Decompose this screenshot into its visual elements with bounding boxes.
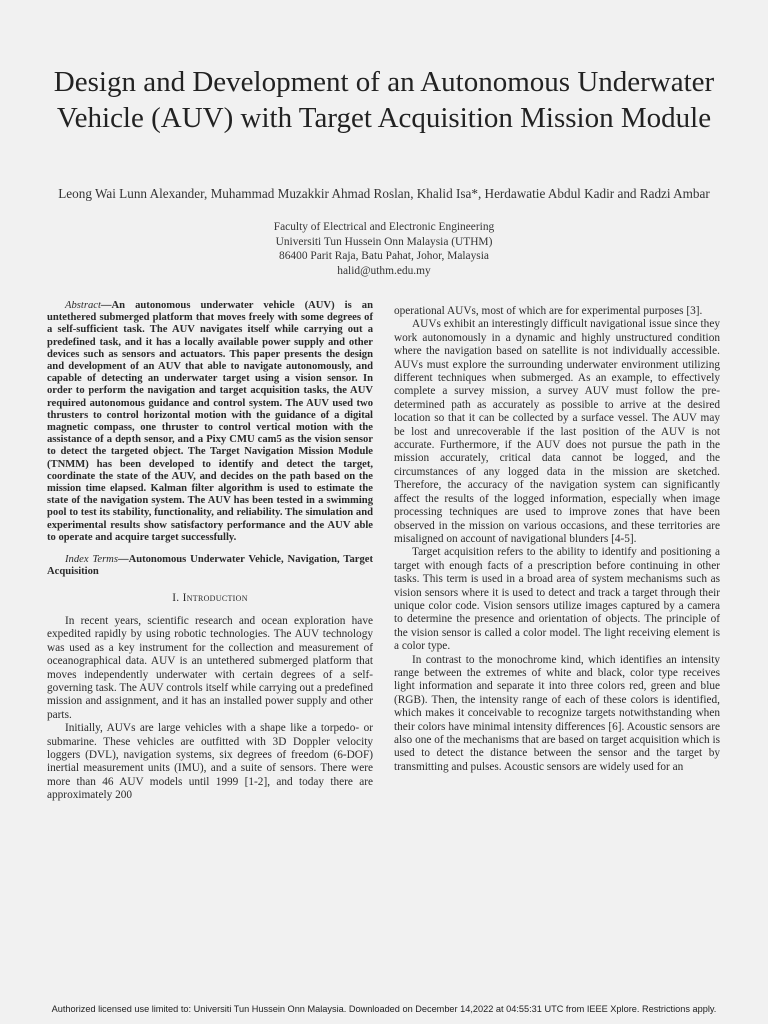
paragraph: In contrast to the monochrome kind, which identifies an intensity range between the extremes of white and black, color type receives light information and separate it into three colors red, green and blue (RGB). Then, the intensity range of each of these colors is identified, which makes it conceivable to recognize targets notwithstanding when their colors have minimal intensity differences [6]. Acoustic sensors are also one of the mechanisms that are based on target acquisition which is used to detect the distance between the sensor and the target by transmitting and pulses. Acoustic sensors are widely used for an — [394, 653, 720, 773]
paper-title: Design and Development of an Autonomous Underwater Vehicle (AUV) with Target Acquisition Mission Module — [53, 66, 715, 134]
index-terms-text: —Autonomous Underwater Vehicle, Navigation, Target Acquisition — [47, 554, 373, 578]
section-number: I. — [172, 592, 183, 605]
paragraph: AUVs exhibit an interestingly difficult navigational issue since they work autonomously in a dynamic and highly unstructured condition where the navigation based on satellite is not individually accessible. AUVs must explore the surrounding underwater environment utilizing different techniques when submerged. As an example, to effectively complete a survey mission, a survey AUV must follow the pre-determined path as accurately as possible to arrive at the desired location so that it can be collected by a surface vessel. The AUV may be lost and unrecoverable if the last position of the AUV is not accurate. Furthermore, if the AUV does not pursue the path in the mission accurately, critical data cannot be logged, and the circumstances of any logged data in the mission are sketched. Therefore, the accuracy of the navigation system can significantly affect the results of the logged information, especially when image processing techniques are used to improve zones that have been observed in the mission on various occasions, and these territories are misaligned on account of navigational blunders [4-5]. — [394, 318, 720, 545]
abstract — [47, 300, 373, 544]
right-column — [394, 305, 720, 774]
affiliation-email: halid@uthm.edu.my — [337, 264, 431, 277]
affiliation-address: 86400 Parit Raja, Batu Pahat, Johor, Malaysia — [279, 250, 489, 262]
affiliation-block — [100, 220, 668, 278]
index-terms — [47, 554, 373, 578]
affiliation-university: Universiti Tun Hussein Onn Malaysia (UTHM) — [275, 235, 493, 248]
author-list: Leong Wai Lunn Alexander, Muhammad Muzakkir Ahmad Roslan, Khalid Isa*, Herdawatie Abdul Kadir and Radzi Ambar — [58, 186, 710, 201]
index-terms-label: Index Terms — [65, 554, 118, 566]
paragraph: In recent years, scientific research and ocean exploration have expedited rapidly by using robotic technologies. The AUV technology was used as a key instrument for the collection and measurement of oceanographical data. AUV is an untethered submerged platform that moves independently underwater with certain degrees of a self-governing task. The AUV controls itself while carrying out a predefined mission and assignment, and it has an installed power supply and other parts. — [47, 614, 373, 721]
abstract-text: —An autonomous underwater vehicle (AUV) is an untethered submerged platform that moves freely with some degrees of a self-sufficient task. The AUV navigates itself while carrying out a predefined task, and it has a locally available power supply and other devices such as sensors and actuators. This paper presents the design and development of an AUV that able to navigate autonomously, and capable of detecting an underwater target using a vision sensor. In order to perform the navigation and target acquisition tasks, the AUV required autonomous guidance and control system. The AUV used two thrusters to control horizontal motion with the guidance of a digital magnetic compass, one thruster to control vertical motion with the assistance of a depth sensor, and a Pixy CMU cam5 as the vision sensor to detect the targeted object. The Target Navigation Mission Module (TNMM) has been developed to identify and detect the target, coordinate the state of the AUV, and decides on the path based on the mission time elapsed. Kalman filter algorithm is used to estimate the state of the navigation system. The AUV has been tested in a swimming pool to test its stability, functionality, and reliability. The simulation and experimental results show satisfactory performance and the AUV able to operate and acquire target successfully. — [47, 300, 373, 543]
left-column — [47, 300, 373, 803]
license-footer: Authorized licensed use limited to: Universiti Tun Hussein Onn Malaysia. Downloaded on December 14,2022 at 04:55:31 UTC from IEEE Xplore. Restrictions apply. — [51, 1004, 717, 1014]
section-title: Introduction — [182, 592, 248, 605]
paragraph: Initially, AUVs are large vehicles with a shape like a torpedo- or submarine. These vehicles are outfitted with 3D Doppler velocity loggers (DVL), navigation systems, six degrees of freedom (6-DOF) inertial measurement units (IMU), and a suite of sensors. There were more than 46 AUV models until 1999 [1-2], and today there are approximately 200 — [47, 722, 373, 802]
paragraph: Target acquisition refers to the ability to identify and positioning a target with enough facts of a prescription before continuing in other tasks. This term is used in a broad area of system mechanisms such as vision sensors where it is used to detect and track a target through their unique color code. Vision sensors utilize images captured by a camera to determine the presence and orientation of objects. The principle of the vision sensor is called a color model. The light receiving element is a color type. — [394, 546, 720, 653]
paragraph-continued: operational AUVs, most of which are for experimental purposes [3]. — [394, 305, 703, 317]
abstract-label: Abstract — [65, 300, 101, 311]
section-heading-introduction — [47, 592, 373, 605]
affiliation-faculty: Faculty of Electrical and Electronic Engineering — [273, 221, 495, 233]
